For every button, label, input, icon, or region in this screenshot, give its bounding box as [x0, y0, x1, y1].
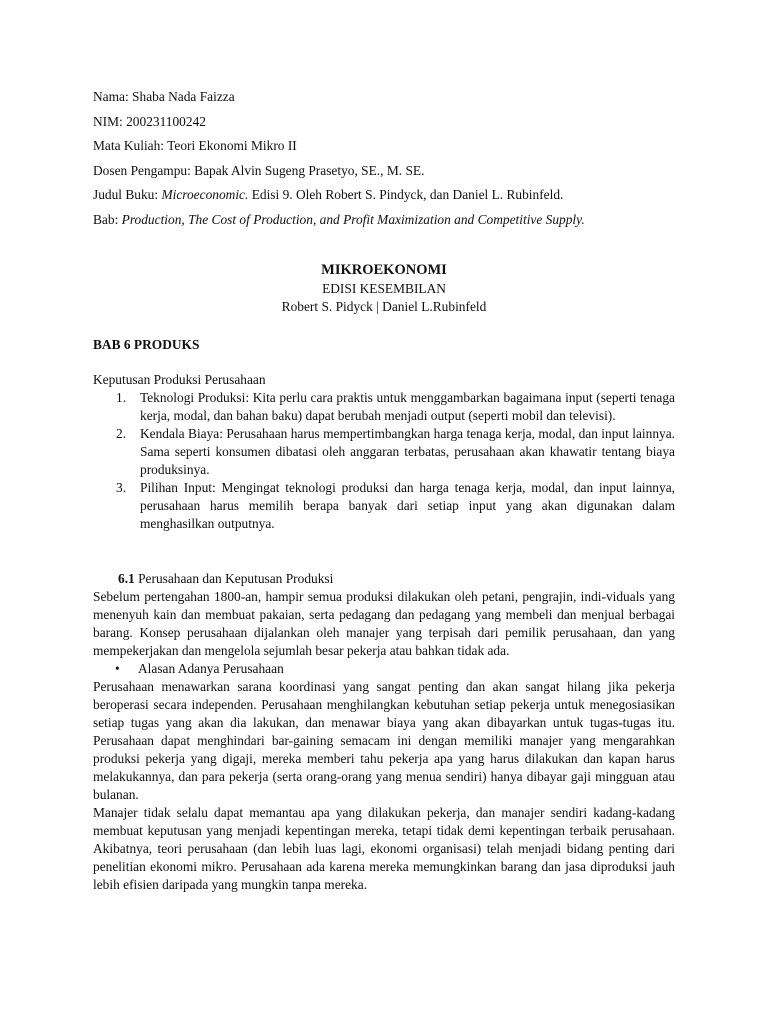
list-item: 3. Pilihan Input: Mengingat teknologi produksi dan harga tenaga kerja, modal, dan input lainnya, perusahaan harus memilih berapa banyak dari setiap input yang akan digunakan dalam menghasilkan outputnya.: [116, 480, 675, 531]
book-title: Microeconomic.: [161, 187, 249, 203]
decisions-heading: Keputusan Produksi Perusahaan: [93, 372, 266, 387]
book-details: Edisi 9. Oleh Robert S. Pindyck, dan Daniel L. Rubinfeld.: [248, 187, 564, 203]
chapter-line: Bab: Production, The Cost of Production, and Profit Maximization and Competitive Supply.: [93, 211, 585, 227]
lecturer-name: Bapak Alvin Sugeng Prasetyo, SE., M. SE.: [194, 162, 425, 178]
list-item: 2. Kendala Biaya: Perusahaan harus mempertimbangkan harga tenaga kerja, modal, dan input lainnya. Sama seperti konsumen dibatasi oleh anggaran terbatas, perusahaan akan khawatir tentang biaya produksinya.: [116, 426, 675, 477]
section-heading: [93, 570, 675, 588]
student-name: Shaba Nada Faizza: [132, 89, 235, 104]
name-line: Nama: Shaba Nada Faizza: [93, 89, 235, 104]
course-name: Teori Ekonomi Mikro II: [167, 138, 297, 154]
paragraph-managers: Manajer tidak selalu dapat memantau apa yang dilakukan pekerja, dan manajer sendiri kadang-kadang membuat keputusan yang menjadi kepentingan mereka, tetapi tidak demi kepentingan terbaik perusahaan. Akibatnya, teori perusahaan (dan lebih luas lagi, ekonomi organisasi) telah menjadi bidang penting dari penelitian ekonomi mikro. Perusahaan ada karena mereka memungkinkan barang dan jasa diproduksi jauh lebih efisien daripada yang mungkin tanpa mereka.: [93, 805, 675, 892]
decisions-list: [93, 389, 675, 533]
bullet-icon: •: [115, 661, 120, 676]
book-main-title: MIKROEKONOMI: [321, 262, 447, 278]
chapter-heading: BAB 6 PRODUKS: [93, 337, 200, 352]
chapter-title: Production, The Cost of Production, and Profit Maximization and Competitive Supply.: [121, 211, 585, 227]
student-info: [93, 88, 693, 236]
book-authors: Robert S. Pidyck | Daniel L.Rubinfeld: [281, 299, 487, 314]
book-line: Judul Buku: Microeconomic. Edisi 9. Oleh Robert S. Pindyck, dan Daniel L. Rubinfeld.: [93, 187, 564, 203]
book-title-block: [0, 262, 768, 316]
section-title: Perusahaan dan Keputusan Produksi: [134, 571, 334, 586]
course-line: Mata Kuliah: Teori Ekonomi Mikro II: [93, 138, 297, 154]
section-number: 6.1: [118, 571, 135, 586]
book-edition: EDISI KESEMBILAN: [322, 281, 446, 296]
lecturer-line: Dosen Pengampu: Bapak Alvin Sugeng Prasetyo, SE., M. SE.: [93, 162, 425, 178]
section-6-1: [93, 570, 675, 894]
nim-line: NIM: 200231100242: [93, 113, 206, 129]
list-item: 1. Teknologi Produksi: Kita perlu cara praktis untuk menggambarkan bagaimana input (seperti tenaga kerja, modal, dan bahan baku) dapat berubah menjadi output (seperti mobil dan televisi).: [116, 390, 675, 423]
paragraph-history: Sebelum pertengahan 1800-an, hampir semua produksi dilakukan oleh petani, pengrajin, indi-viduals yang menenyuh kain dan membuat pakaian, serta pedagang dan pedagang yang membeli dan menjual berbagai barang. Konsep perusahaan dijalankan oleh manajer yang terpisah dari pemilik perusahaan, dan yang mempekerjakan dan mengelola sejumlah besar pekerja atau bahkan tidak ada.: [93, 589, 675, 658]
student-nim: 200231100242: [126, 113, 206, 129]
paragraph-coordination: Perusahaan menawarkan sarana koordinasi yang sangat penting dan akan sangat hilang jika pekerja beroperasi secara independen. Perusahaan menghilangkan kebutuhan setiap pekerja untuk menegosiasikan setiap tugas yang akan dia lakukan, dan menawar biaya yang akan dibayarkan untuk tugas-tugas itu. Perusahaan dapat menghindari bar-gaining semacam ini dengan memiliki manajer yang mengarahkan produksi pekerja yang digaji, mereka memberi tahu pekerja apa yang harus dilakukan dan kapan harus melakukannya, dan para pekerja (serta orang-orang yang menua sendiri) hanya dibayar gaji mingguan atau bulanan.: [93, 679, 675, 802]
production-decisions: [93, 371, 675, 533]
bullet-item: • Alasan Adanya Perusahaan: [115, 661, 284, 676]
